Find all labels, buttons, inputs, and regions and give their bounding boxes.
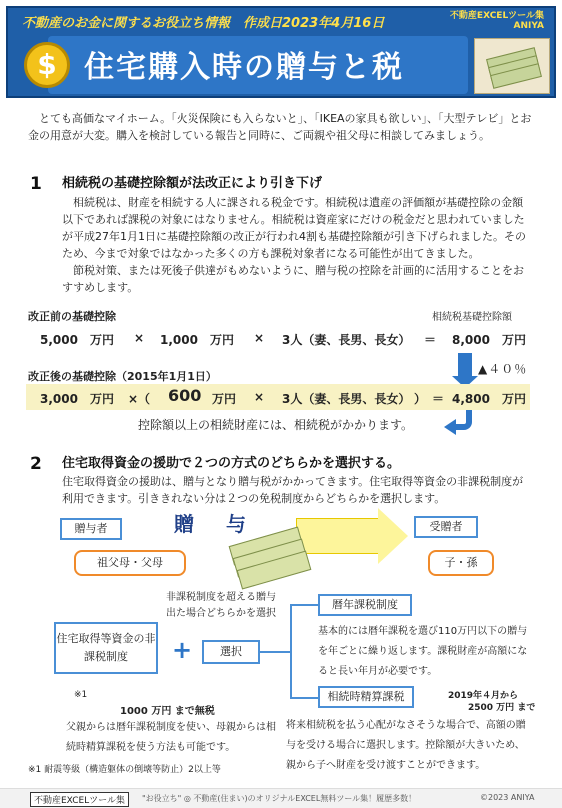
after-amount-b-unit: 万円 — [212, 392, 237, 406]
footer-bar — [0, 788, 562, 808]
times-symbol-3: × — [254, 390, 265, 404]
gift-word: 贈 与 — [174, 512, 252, 536]
footer-copyright: ©2023 ANIYA — [480, 793, 535, 802]
section1-body: 相続税は、財産を相続する人に課される税金です。相続税は遺産の評価額が基礎控除の金額以下であれば課税の対象にはなりません。相続税は資産家にだけの税金だと思われていましたが平成27年1月1日に基礎控除額の改正が行われ4割も基礎控除額が引き下げられました。そのため、今まで対象ではなかった多くの方も課税対象者になる可能性が出てきました。 節税対策、または死後子供達がもめないように、贈与税の控除を計画的に活用することをおすすめします。 — [62, 196, 526, 294]
section2-title: 住宅取得資金の援助で２つの方式のどちらかを選択する。 — [62, 456, 401, 471]
section1-note: 控除額以上の相続財産には、相続税がかかります。 — [138, 418, 414, 432]
note-marker: ※1 — [74, 690, 88, 700]
bend-arrow — [456, 410, 472, 430]
section2-number: 2 — [30, 454, 42, 474]
branch-bottom — [290, 697, 318, 699]
excess-note: 非課税制度を超える贈与 出た場合どちらかを選択 — [166, 592, 276, 619]
receiver-label-box: 受贈者 — [414, 516, 478, 538]
header-banner — [6, 6, 556, 98]
exempt-box: 住宅取得等資金の非課税制度 — [54, 622, 158, 674]
before-amount-a: 5,000 万円 — [40, 333, 114, 347]
annual-tax-text: 基本的には暦年課税を選び110万円以下の贈与を年ごとに繰り返します。課税財産が高額になると長い年月が必要です。 — [318, 626, 528, 677]
after-close-paren: ） — [414, 392, 427, 406]
before-heirs: 3人（妻、長男、長女） — [282, 333, 411, 347]
money-bundle-icon — [220, 524, 320, 586]
annual-tax-box: 暦年課税制度 — [318, 594, 412, 616]
header-brand-tag — [440, 11, 544, 31]
section1-title: 相続税の基礎控除額が法改正により引き下げ — [62, 176, 323, 191]
choice-box: 選択 — [202, 640, 260, 664]
branch-vertical — [290, 604, 292, 698]
before-total: 8,000 万円 — [452, 333, 526, 347]
times-symbol-2: × — [254, 331, 265, 345]
footer-brand[interactable]: 不動産EXCELツール集 — [30, 792, 129, 807]
footer-tagline: "お役立ち" ◎ 不動産(住まい)のオリジナルEXCEL無料ツール集！履歴多数！ — [142, 794, 417, 803]
header-brand-line2: ANIYA — [513, 21, 544, 31]
receiver-box: 子・孫 — [428, 550, 494, 576]
intro-paragraph: とても高価なマイホーム。「火災保険にも入らないと」、「IKEAの家具も欲しい」、「大型テレビ」とお金の用意が大変。購入を検討している報告と同時に、ご両親や祖父母に相談してみましょう。 — [28, 112, 532, 142]
settlement-tax-text: 将来相続税を払う心配がなさそうな場合で、高額の贈与を受ける場合に選択します。控除額が大きいため、親から子へ財産を受け渡すことができます。 — [286, 720, 526, 771]
after-times-paren: ×（ — [128, 392, 151, 406]
exempt-limit: 1000 万円 まで無税 — [120, 706, 215, 717]
header-subtitle: 不動産のお金に関するお役立ち情報 作成日2023年4月16日 — [22, 16, 385, 31]
decrease-percent: ▲４０％ — [478, 362, 528, 376]
branch-line — [260, 651, 290, 653]
before-label: 改正前の基礎控除 — [28, 310, 116, 323]
times-symbol-1: × — [134, 331, 145, 345]
section1-number: 1 — [30, 174, 42, 194]
before-amount-b: 1,000 万円 — [160, 333, 234, 347]
combination-note: 父親からは暦年課税制度を使い、母親からは相続時精算課税を使う方法も可能です。 — [66, 722, 276, 753]
plus-icon: + — [172, 636, 193, 664]
giver-label-box: 贈与者 — [60, 518, 122, 540]
arrow-left-icon — [444, 419, 456, 435]
equals-symbol: ＝ — [424, 333, 437, 347]
giver-box: 祖父母・父母 — [74, 550, 186, 576]
settlement-note-2: 2500 万円 まで — [468, 703, 536, 713]
equals-symbol-2: ＝ — [432, 392, 445, 406]
after-amount-b-number: 600 — [168, 386, 202, 405]
right-label: 相続税基礎控除額 — [432, 312, 512, 323]
branch-top — [290, 604, 318, 606]
section2-body: 住宅取得資金の援助は、贈与となり贈与税がかかってきます。住宅取得等資金の非課税制度が利用できます。引ききれない分は２つの免税制度からどちらかを選択します。 — [62, 475, 524, 505]
coin-icon: $ — [24, 42, 70, 88]
after-label: 改正後の基礎控除（2015年1月1日） — [28, 370, 217, 383]
settlement-tax-box: 相続時精算課税 — [318, 686, 414, 708]
after-amount-a: 3,000 万円 — [40, 392, 114, 406]
settlement-note-1: 2019年４月から — [448, 691, 519, 701]
after-total: 4,800 万円 — [452, 392, 526, 406]
header-brand-line1: 不動産EXCELツール集 — [449, 11, 544, 21]
footnote: ※1 耐震等級（構造躯体の倒壊等防止）2以上等 — [28, 765, 221, 775]
after-heirs: 3人（妻、長男、長女） — [282, 392, 411, 406]
page-title: 住宅購入時の贈与と税 — [84, 50, 404, 85]
arrow-right-icon — [378, 508, 408, 564]
money-stack-icon — [474, 38, 550, 94]
